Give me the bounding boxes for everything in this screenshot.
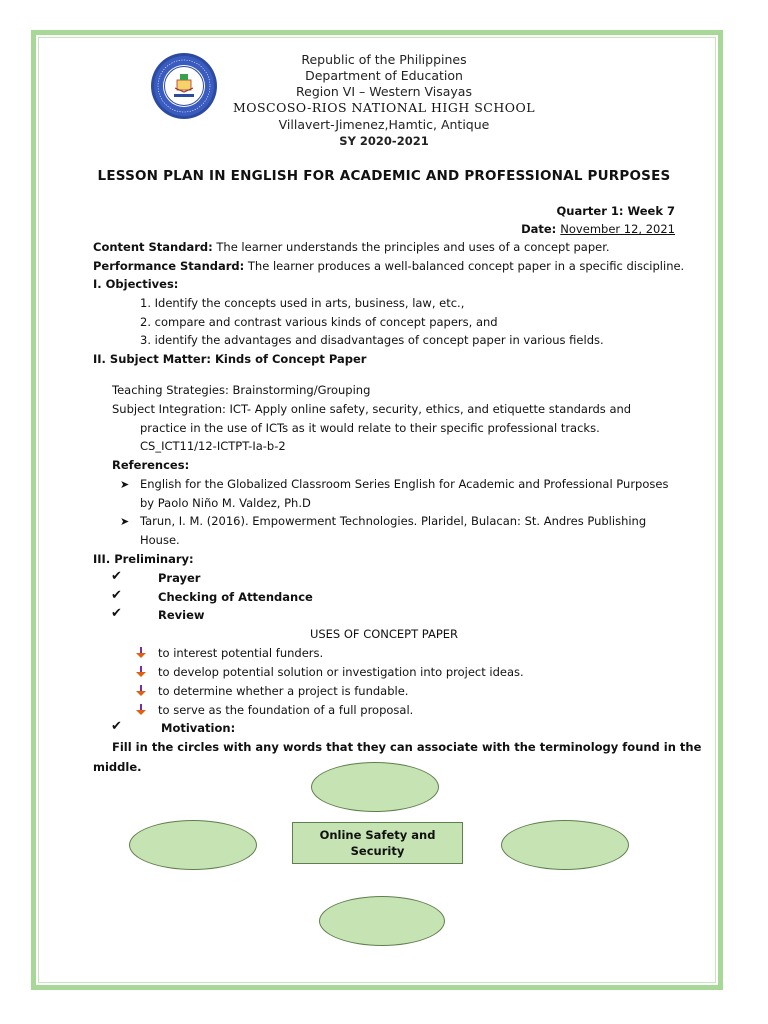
- subject-integration-line: Subject Integration: ICT- Apply online safety, security, ethics, and etiquette standards and: [112, 402, 632, 416]
- center-term-line: Online Safety and: [319, 828, 436, 842]
- references-heading: References:: [112, 458, 190, 472]
- down-arrow-bullet-icon: [135, 704, 147, 716]
- objectives-heading: I. Objectives:: [93, 277, 179, 291]
- date-line: [521, 222, 675, 237]
- use-item: to interest potential funders.: [158, 646, 324, 660]
- center-term-box: [292, 822, 463, 864]
- arrow-bullet-icon: ➤: [120, 515, 130, 528]
- date-value: November 12, 2021: [560, 222, 675, 236]
- teaching-strategies: Teaching Strategies: Brainstorming/Grouping: [112, 383, 371, 397]
- preliminary-heading: III. Preliminary:: [93, 552, 194, 566]
- region-line: Region VI – Western Visayas: [296, 84, 472, 99]
- subject-matter: II. Subject Matter: Kinds of Concept Paper: [93, 352, 367, 366]
- school-address: Villavert-Jimenez,Hamtic, Antique: [278, 117, 490, 132]
- reference-item: Tarun, I. M. (2016). Empowerment Technologies. Plaridel, Bulacan: St. Andres Publishing: [140, 514, 647, 528]
- reference-item: House.: [140, 533, 180, 547]
- down-arrow-bullet-icon: [135, 666, 147, 678]
- down-arrow-bullet-icon: [135, 647, 147, 659]
- content-standard-text: The learner understands the principles and uses of a concept paper.: [212, 240, 610, 254]
- subject-integration-line: practice in the use of ICTs as it would relate to their specific professional tracks.: [140, 421, 600, 435]
- preliminary-item: Prayer: [158, 571, 201, 585]
- answer-circle-left[interactable]: [129, 820, 257, 870]
- performance-standard-text: The learner produces a well-balanced concept paper in a specific discipline.: [244, 259, 685, 273]
- answer-circle-right[interactable]: [501, 820, 629, 870]
- quarter-week: Quarter 1: Week 7: [556, 204, 675, 218]
- checkmark-icon: ✔: [111, 588, 122, 603]
- reference-item: by Paolo Niño M. Valdez, Ph.D: [140, 496, 311, 510]
- preliminary-item: Checking of Attendance: [158, 590, 313, 604]
- school-year: SY 2020-2021: [339, 134, 429, 148]
- center-term-line: Security: [350, 844, 405, 858]
- use-item: to serve as the foundation of a full proposal.: [158, 703, 414, 717]
- center-term: [320, 827, 436, 859]
- motivation-label: Motivation:: [161, 721, 236, 735]
- checkmark-icon: ✔: [111, 719, 122, 734]
- checkmark-icon: ✔: [111, 606, 122, 621]
- uses-heading: USES OF CONCEPT PAPER: [309, 627, 459, 641]
- objective-item: 3. identify the advantages and disadvantages of concept paper in various fields.: [140, 333, 604, 347]
- content-standard: [93, 240, 610, 255]
- republic-line: Republic of the Philippines: [301, 52, 467, 67]
- school-name: MOSCOSO-RIOS NATIONAL HIGH SCHOOL: [232, 100, 536, 115]
- department-line: Department of Education: [305, 68, 463, 83]
- checkmark-icon: ✔: [111, 569, 122, 584]
- instruction-line: Fill in the circles with any words that they can associate with the terminology found in the: [112, 740, 702, 754]
- objective-item: 2. compare and contrast various kinds of concept papers, and: [140, 315, 498, 329]
- competency-code: CS_ICT11/12-ICTPT-Ia-b-2: [140, 439, 286, 453]
- arrow-bullet-icon: ➤: [120, 478, 130, 491]
- answer-circle-top[interactable]: [311, 762, 439, 812]
- reference-item: English for the Globalized Classroom Series English for Academic and Professional Purposes: [140, 477, 669, 491]
- instruction-line: middle.: [93, 760, 142, 774]
- performance-standard-label: Performance Standard:: [93, 259, 245, 273]
- performance-standard: [93, 259, 684, 274]
- objective-item: 1. Identify the concepts used in arts, business, law, etc.,: [140, 296, 465, 310]
- content-standard-label: Content Standard:: [93, 240, 213, 254]
- answer-circle-bottom[interactable]: [319, 896, 445, 946]
- preliminary-item: Review: [158, 608, 205, 622]
- use-item: to determine whether a project is fundable.: [158, 684, 409, 698]
- lesson-plan-title: LESSON PLAN IN ENGLISH FOR ACADEMIC AND PROFESSIONAL PURPOSES: [97, 168, 671, 184]
- use-item: to develop potential solution or investigation into project ideas.: [158, 665, 524, 679]
- down-arrow-bullet-icon: [135, 685, 147, 697]
- date-label: Date:: [521, 222, 561, 236]
